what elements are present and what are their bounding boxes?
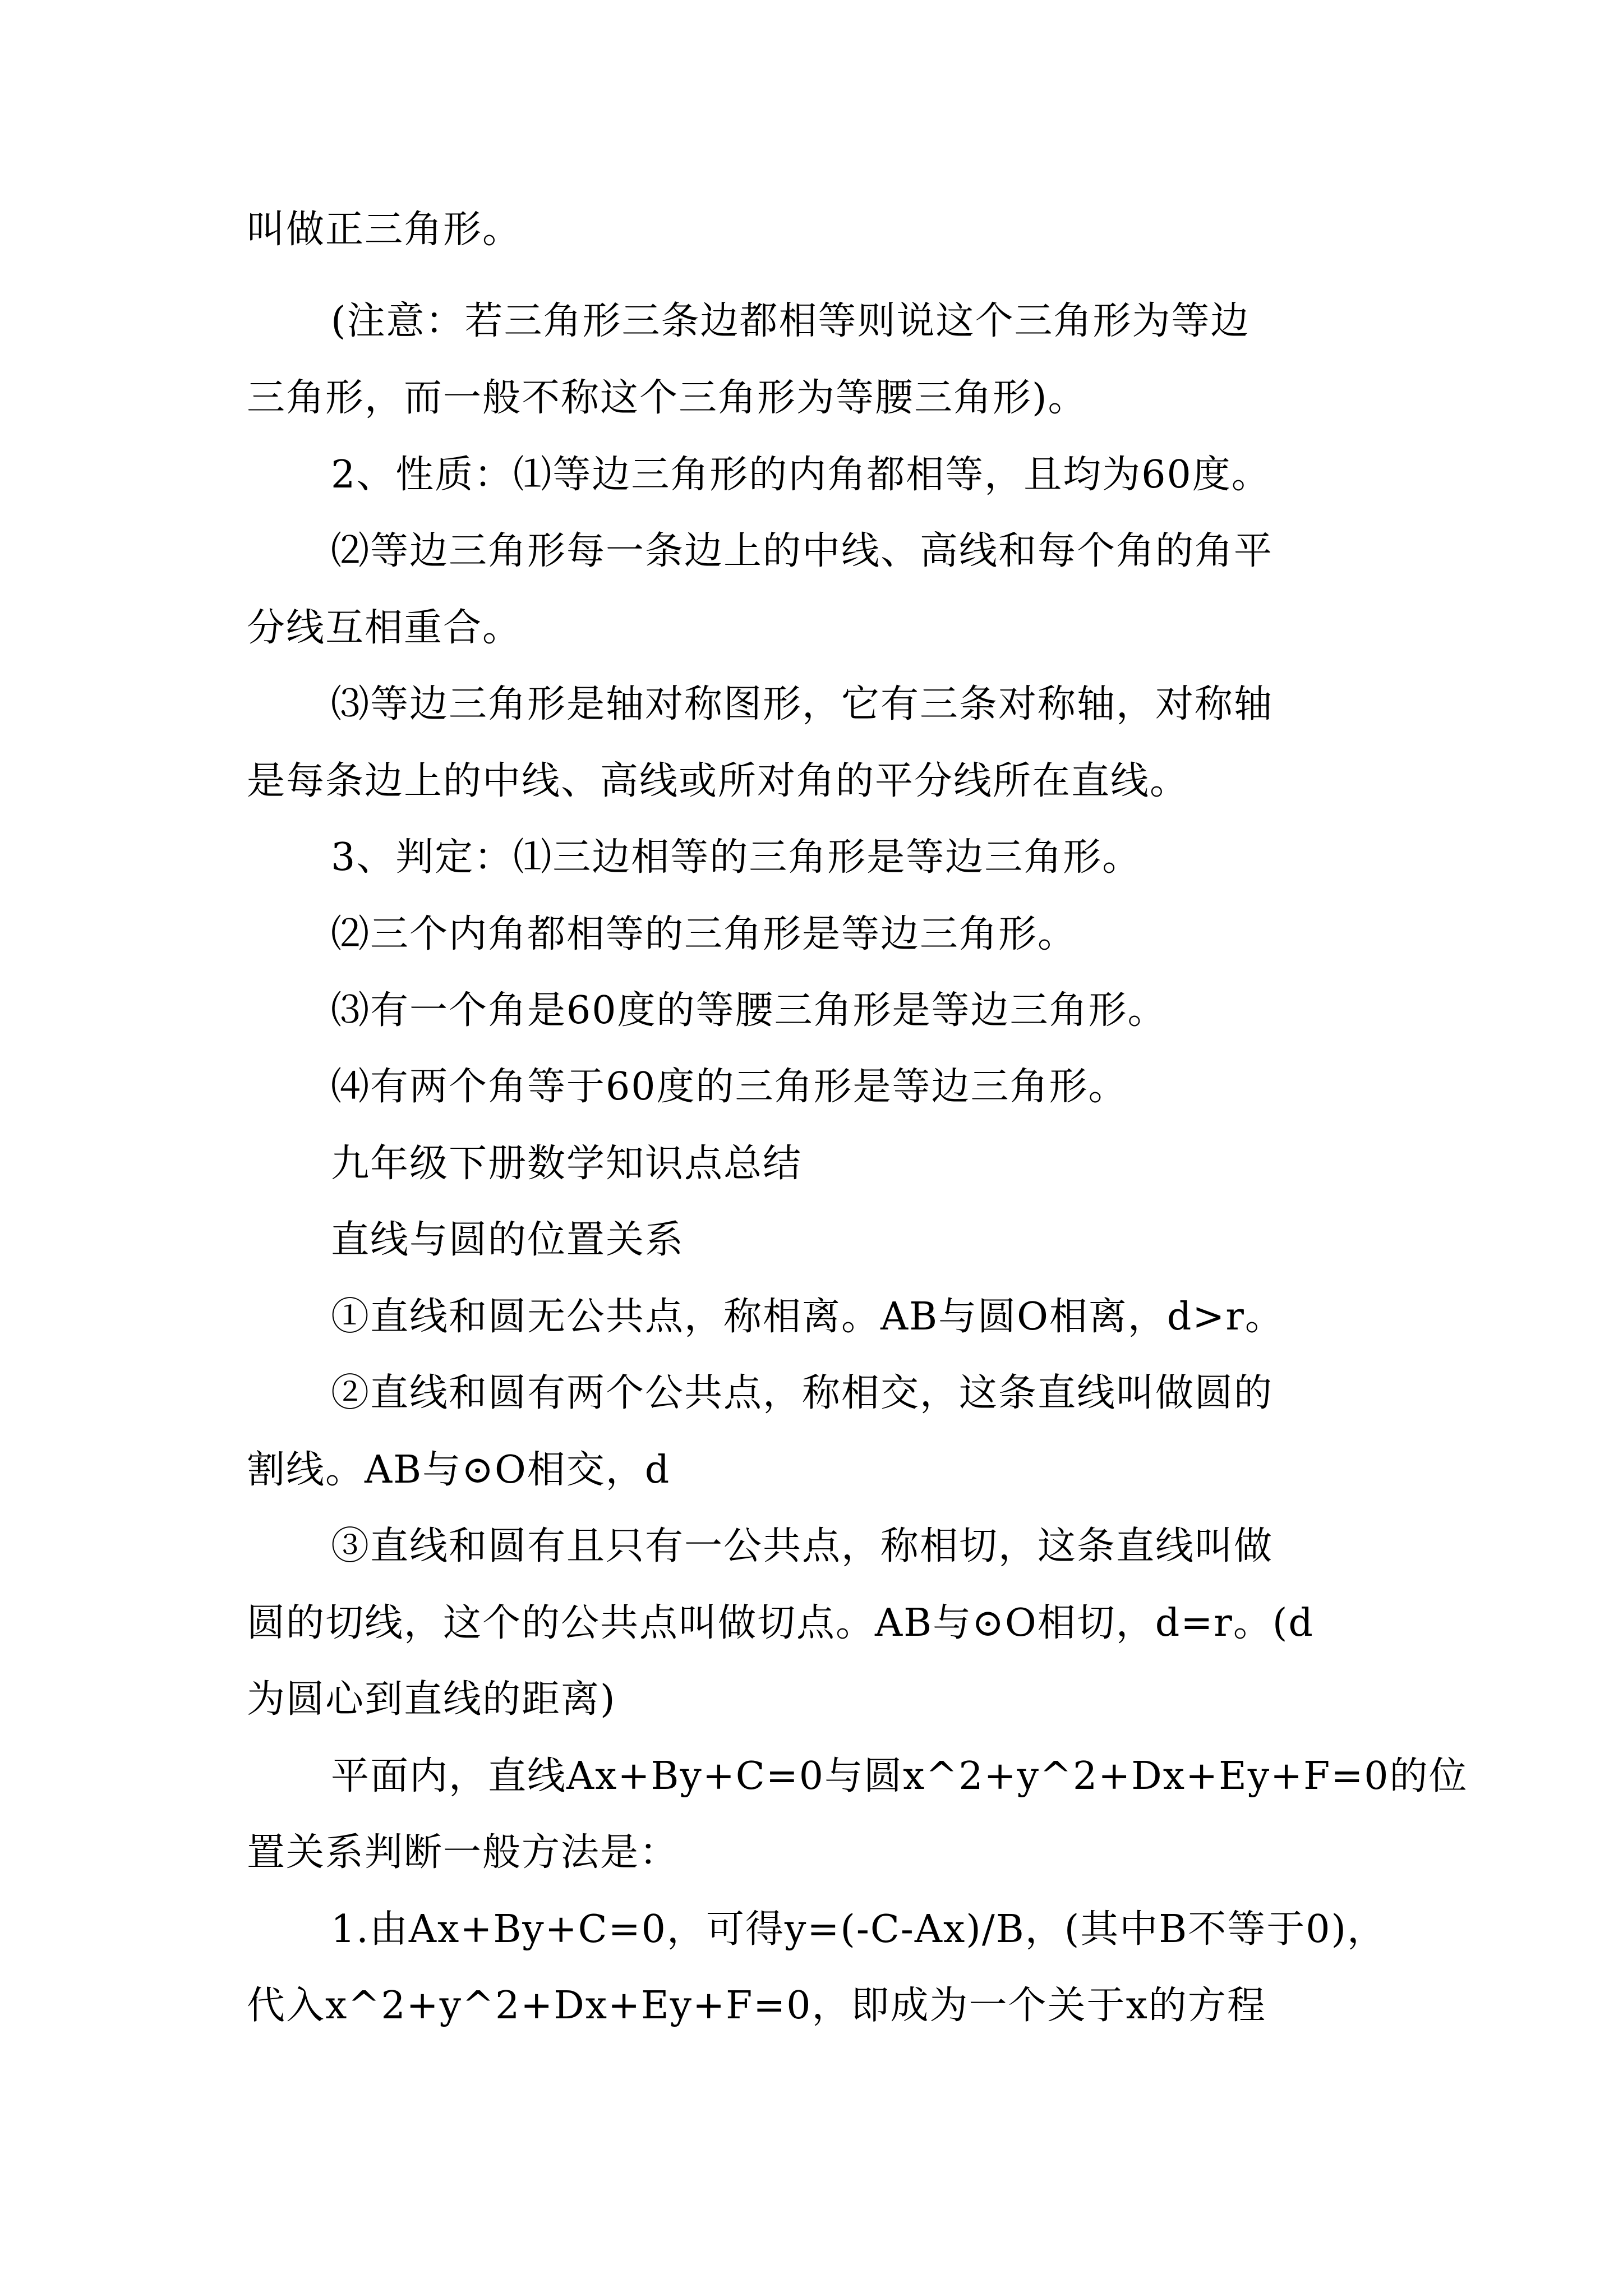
text-line-2: (注意：若三角形三条边都相等则说这个三角形为等边 [331,299,1250,343]
text-line-8: 是每条边上的中线、高线或所对角的平分线所在直线。 [247,759,1189,803]
text-line-7: ⑶等边三角形是轴对称图形，它有三条对称轴，对称轴 [331,682,1274,726]
text-line-12: ⑷有两个角等于60度的三角形是等边三角形。 [331,1065,1128,1109]
text-line-14: 直线与圆的位置关系 [331,1218,685,1262]
text-line-15: ①直线和圆无公共点，称相离。AB与圆O相离，d>r。 [331,1295,1284,1339]
text-line-1: 叫做正三角形。 [247,208,522,252]
text-line-4: 2、性质：⑴等边三角形的内角都相等，且均为60度。 [331,453,1271,497]
text-line-22: 置关系判断一般方法是： [247,1830,679,1875]
text-line-5: ⑵等边三角形每一条边上的中线、高线和每个角的角平 [331,529,1274,573]
text-line-23: 1.由Ax+By+C=0，可得y=(-C-Ax)/B，(其中B不等于0)， [331,1907,1387,1952]
text-line-20: 为圆心到直线的距离) [247,1677,616,1722]
text-line-9: 3、判定：⑴三边相等的三角形是等边三角形。 [331,835,1142,880]
text-line-21: 平面内，直线Ax+By+C=0与圆x^2+y^2+Dx+Ey+F=0的位 [331,1754,1468,1798]
text-line-10: ⑵三个内角都相等的三角形是等边三角形。 [331,912,1077,956]
text-line-11: ⑶有一个角是60度的等腰三角形是等边三角形。 [331,988,1167,1033]
text-line-24: 代入x^2+y^2+Dx+Ey+F=0，即成为一个关于x的方程 [247,1984,1266,2028]
text-line-3: 三角形，而一般不称这个三角形为等腰三角形)。 [247,376,1087,420]
text-line-16: ②直线和圆有两个公共点，称相交，这条直线叫做圆的 [331,1371,1274,1415]
text-line-19: 圆的切线，这个的公共点叫做切点。AB与⊙O相切，d=r。(d [247,1601,1314,1645]
text-line-13: 九年级下册数学知识点总结 [331,1142,803,1186]
text-line-17: 割线。AB与⊙O相交，d [247,1448,671,1492]
text-line-6: 分线互相重合。 [247,606,522,650]
text-line-18: ③直线和圆有且只有一公共点，称相切，这条直线叫做 [331,1524,1274,1568]
